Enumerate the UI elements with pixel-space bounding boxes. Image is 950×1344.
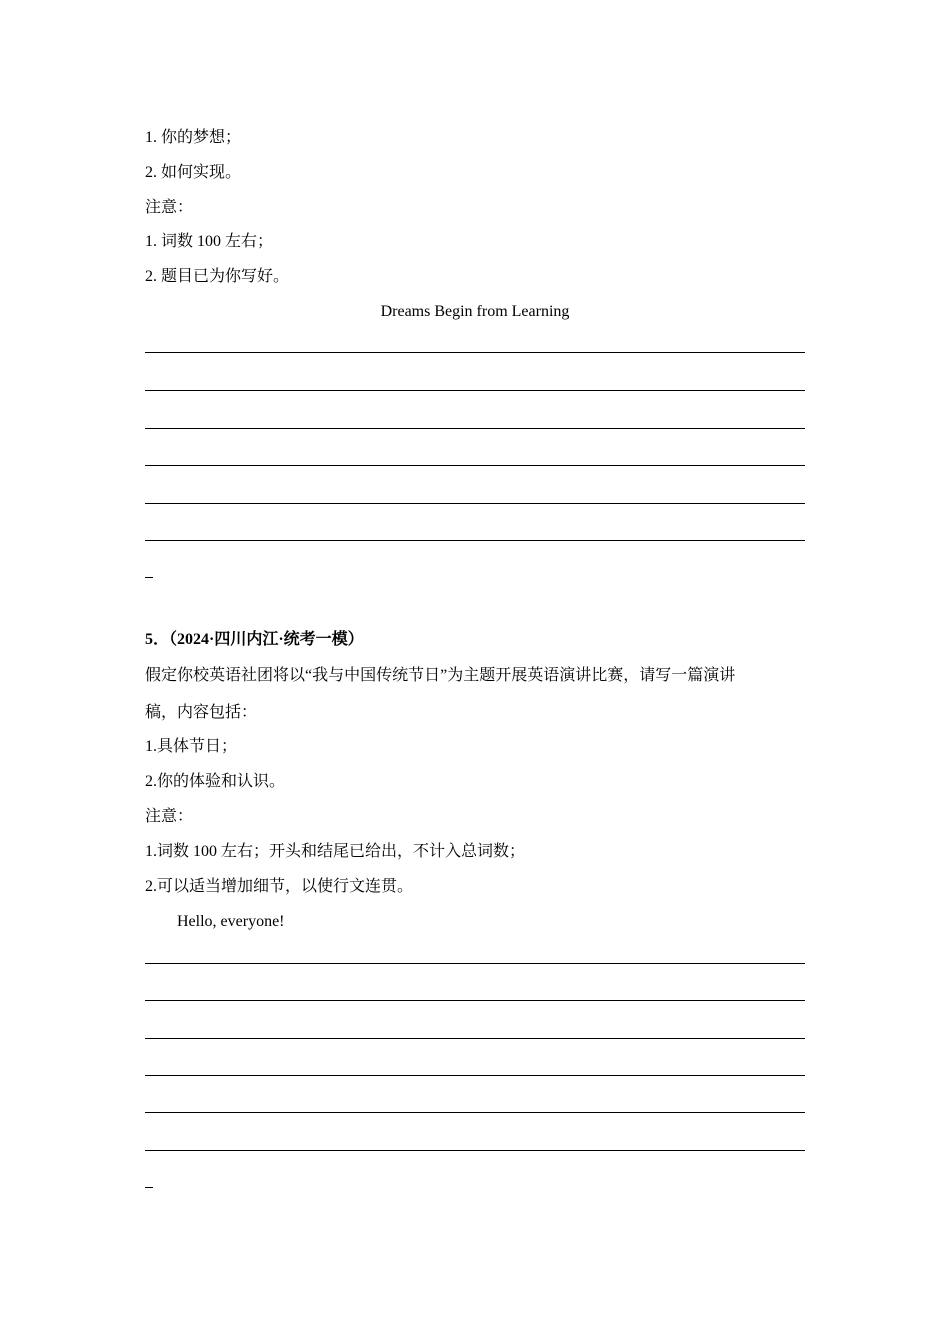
note-label: 注意： (145, 808, 194, 825)
note-item-1: 1.词数 100 左右；开头和结尾已给出，不计入总词数； (145, 843, 526, 860)
answer-line[interactable] (145, 465, 805, 466)
question-prompt-line-2: 稿，内容包括： (145, 704, 258, 721)
answer-line[interactable] (145, 1112, 805, 1113)
note-label: 注意： (145, 199, 194, 216)
speech-greeting: Hello, everyone! (177, 913, 285, 930)
answer-line[interactable] (145, 963, 805, 964)
note-item-2: 2.可以适当增加细节，以使行文连贯。 (145, 878, 414, 895)
essay-title: Dreams Begin from Learning (380, 303, 570, 320)
answer-line-end (145, 577, 153, 578)
answer-line[interactable] (145, 1150, 805, 1151)
answer-line[interactable] (145, 390, 805, 391)
note-item-2: 2. 题目已为你写好。 (145, 268, 290, 285)
requirement-item-2: 2. 如何实现。 (145, 164, 242, 181)
note-item-1: 1. 词数 100 左右； (145, 233, 274, 250)
question-heading: 5．（2024·四川内江·统考一模） (145, 631, 364, 648)
content-item-1: 1.具体节日； (145, 738, 238, 755)
question-prompt-line-1: 假定你校英语社团将以“我与中国传统节日”为主题开展英语演讲比赛，请写一篇演讲 (145, 667, 736, 684)
answer-line[interactable] (145, 428, 805, 429)
content-item-2: 2.你的体验和认识。 (145, 773, 286, 790)
answer-line[interactable] (145, 1038, 805, 1039)
answer-line[interactable] (145, 1075, 805, 1076)
answer-line-end (145, 1187, 153, 1188)
answer-line[interactable] (145, 503, 805, 504)
answer-line[interactable] (145, 352, 805, 353)
answer-line[interactable] (145, 540, 805, 541)
answer-line[interactable] (145, 1000, 805, 1001)
requirement-item-1: 1. 你的梦想； (145, 129, 242, 146)
